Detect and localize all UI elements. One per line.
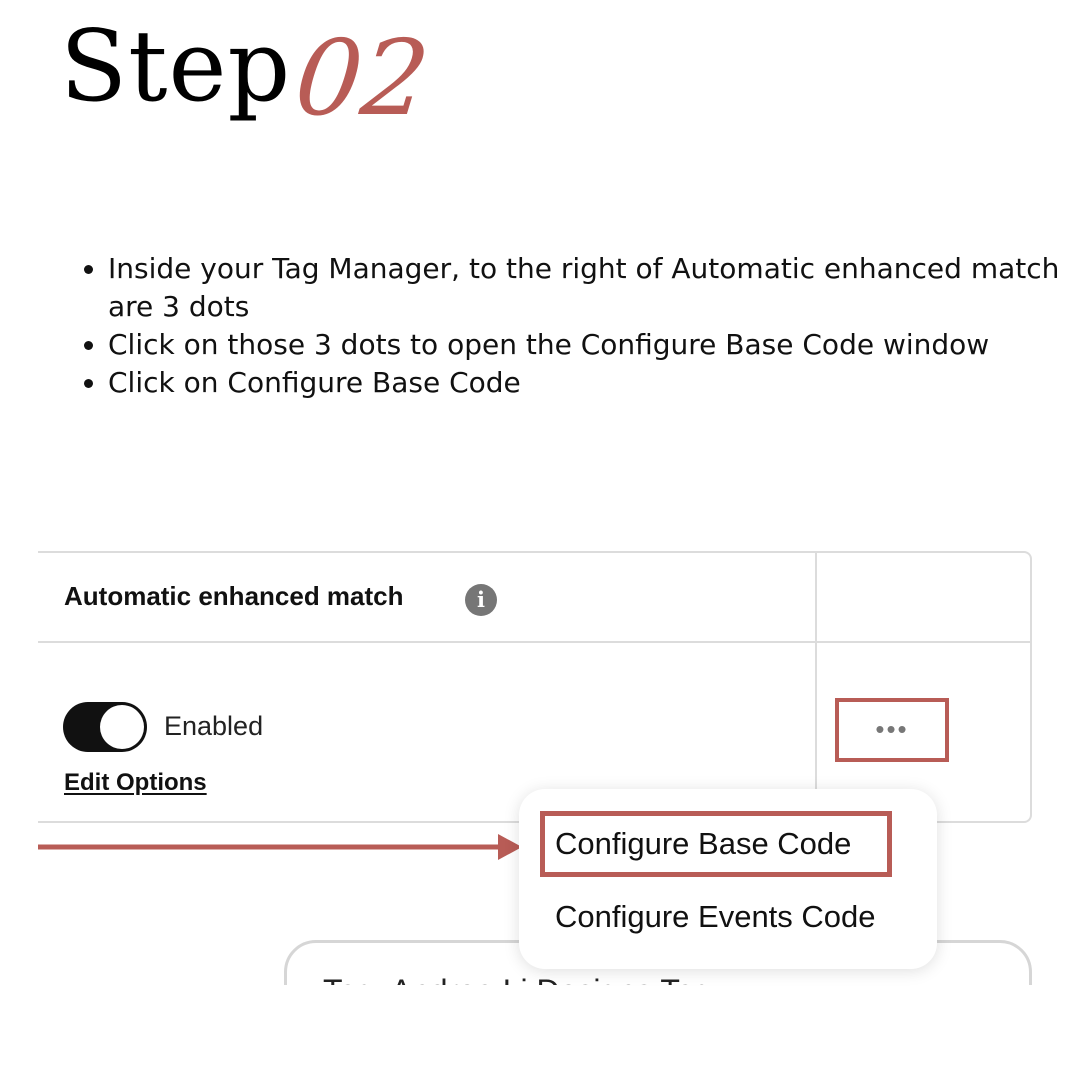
instruction-item: • Inside your Tag Manager, to the right of Automatic enhanced match are 3 dots xyxy=(108,250,1068,326)
menu-item-configure-base-code[interactable]: Configure Base Code xyxy=(555,826,852,861)
menu-item-configure-events-code[interactable]: Configure Events Code xyxy=(555,899,876,934)
instruction-item: • Click on those 3 dots to open the Configure Base Code window xyxy=(108,326,1068,364)
instruction-list xyxy=(78,250,1068,402)
more-dots-icon: ••• xyxy=(875,714,909,744)
enhanced-match-toggle[interactable] xyxy=(63,702,147,752)
toggle-label: Enabled xyxy=(164,711,264,741)
edit-options-link[interactable]: Edit Options xyxy=(64,769,207,796)
row-divider xyxy=(38,641,1030,643)
step-number: 02 xyxy=(289,17,435,139)
info-icon[interactable]: i xyxy=(465,584,497,616)
step-title-word: Step xyxy=(60,10,292,124)
instruction-item: • Click on Configure Base Code xyxy=(108,364,1068,402)
options-menu xyxy=(519,789,937,969)
toggle-knob xyxy=(100,705,144,749)
pointer-arrow xyxy=(38,828,528,868)
column-divider xyxy=(815,553,817,823)
more-options-button[interactable] xyxy=(835,698,949,762)
crop-mask xyxy=(0,985,1080,1080)
section-heading: Automatic enhanced match xyxy=(64,581,404,611)
enhanced-match-panel xyxy=(38,551,1032,823)
